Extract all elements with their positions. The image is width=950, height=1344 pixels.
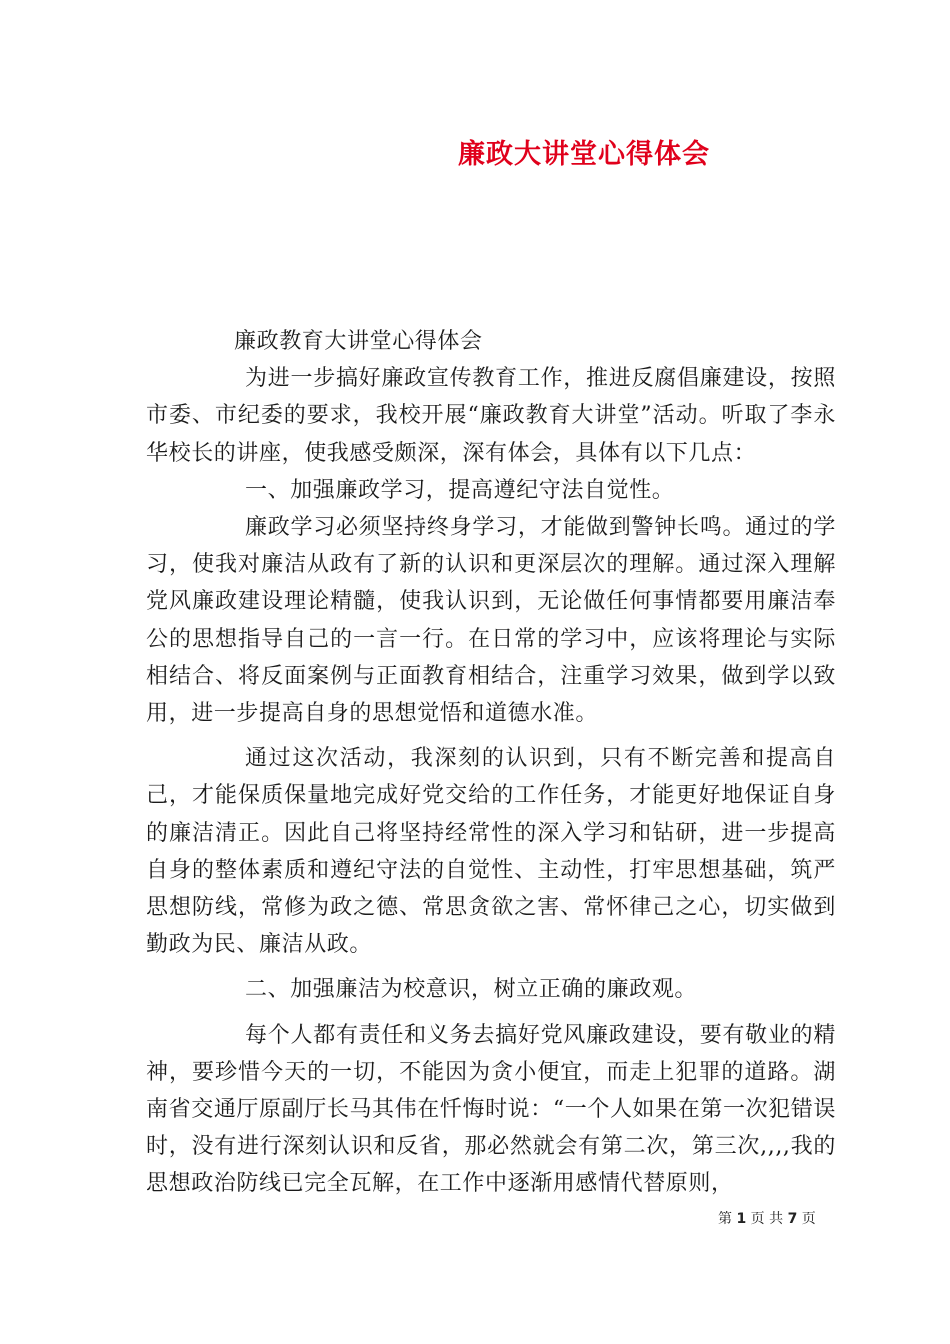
- footer-prefix: 第: [718, 1211, 732, 1227]
- document-title: 廉政大讲堂心得体会: [458, 139, 710, 170]
- intro-paragraph: 为进一步搞好廉政宣传教育工作，推进反腐倡廉建设，按照市委、市纪委的要求，我校开展“廉政教育大讲堂”活动。听取了李永华校长的讲座，使我感受颇深，深有体会，具体有以下几点：: [146, 366, 836, 466]
- footer-suffix: 页: [801, 1211, 816, 1227]
- section-heading-two: 二、加强廉洁为校意识，树立正确的廉政观。: [245, 977, 698, 1003]
- body-paragraph-1: 廉政学习必须坚持终身学习，才能做到警钟长鸣。通过的学习，使我对廉洁从政有了新的认识和更深层次的理解。通过深入理解党风廉政建设理论精髓，使我认识到，无论做任何事情都要用廉洁奉公的思想指导自己的一言一行。在日常的学习中，应该将理论与实际相结合、将反面案例与正面教育相结合，注重学习效果，做到学以致用，进一步提高自身的思想觉悟和道德水准。: [146, 515, 836, 727]
- footer-middle: 页 共: [750, 1211, 784, 1227]
- body-paragraph-2: 通过这次活动，我深刻的认识到，只有不断完善和提高自己，才能保质保量地完成好党交给的工作任务，才能更好地保证自身的廉洁清正。因此自己将坚持经常性的深入学习和钻研，进一步提高自身的整体素质和遵纪守法的自觉性、主动性，打牢思想基础，筑严思想防线，常修为政之德、常思贪欲之害、常怀律己之心，切实做到勤政为民、廉洁从政。: [146, 746, 836, 958]
- body-paragraph-3: 每个人都有责任和义务去搞好党风廉政建设，要有敬业的精神，要珍惜今天的一切，不能因为贪小便宜，而走上犯罪的道路。湖南省交通厅原副厅长马其伟在忏悔时说：“一个人如果在第一次犯错误时，没有进行深刻认识和反省，那必然就会有第二次，第三次,,,,我的思想政治防线已完全瓦解，在工作中逐渐用感情代替原则，: [146, 1022, 836, 1197]
- page-number-footer: [718, 1208, 816, 1228]
- document-body: [146, 323, 836, 1203]
- footer-total-pages: 7: [787, 1211, 798, 1227]
- document-subtitle: 廉政教育大讲堂心得体会: [234, 329, 483, 354]
- section-heading-one: 一、加强廉政学习，提高遵纪守法自觉性。: [245, 477, 675, 503]
- footer-current-page: 1: [736, 1211, 747, 1227]
